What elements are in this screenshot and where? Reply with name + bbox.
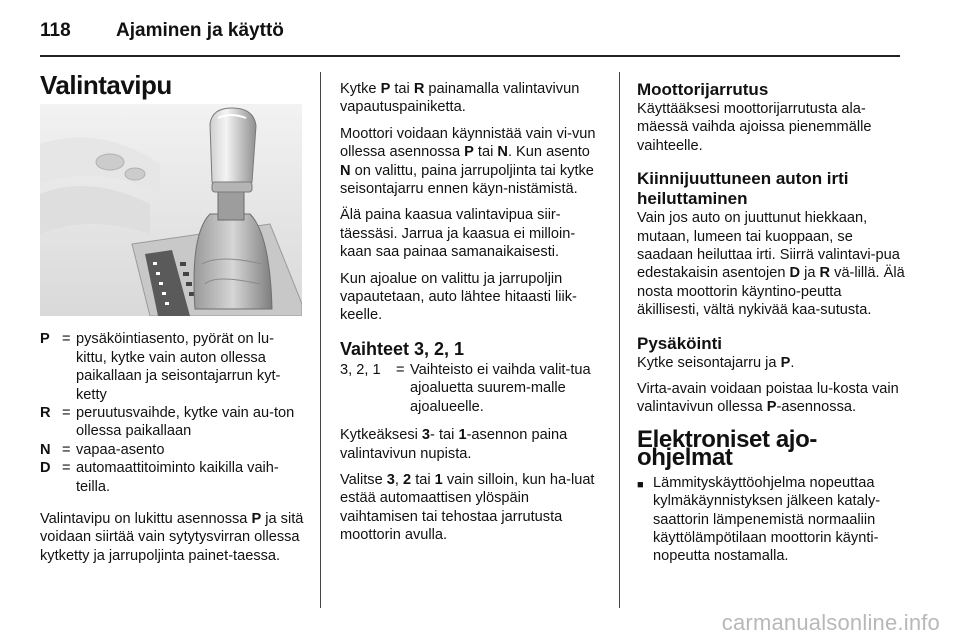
list-item <box>637 474 905 566</box>
column-3 <box>637 80 905 566</box>
text-run: ja sitä voidaan siirtää vain sytytysvirran ollessa kytketty ja jarrupoljinta painet-taessa. <box>40 511 304 564</box>
column-divider-2 <box>619 72 620 608</box>
text-run-bold: R <box>413 81 425 97</box>
text-run-bold: N <box>497 144 508 161</box>
text-run: Moottori voidaan käynnistää vain vi-vun ollessa asennossa <box>340 125 596 161</box>
def-sep: = <box>62 331 71 348</box>
column-1 <box>40 70 304 573</box>
text-run-bold: 1 <box>434 471 443 488</box>
text-run: . Kun asento <box>507 144 590 161</box>
definition-row-p <box>40 330 304 404</box>
def-text: vapaa-asento <box>76 441 165 458</box>
text-run: tai <box>411 471 435 488</box>
text-run: tai <box>473 144 498 161</box>
text-run-bold: P <box>766 399 777 416</box>
text-run-bold: 3 <box>386 471 395 488</box>
section-heading-gears-321: Vaihteet 3, 2, 1 <box>340 338 465 359</box>
text-run: Valitse <box>340 471 387 488</box>
text-run-bold: R <box>819 265 831 282</box>
text-run: painamalla valintavivun vapautuspainiketta. <box>340 81 580 116</box>
chapter-title: Ajaminen ja käyttö <box>116 20 284 41</box>
bullet-square-icon: ■ <box>637 478 644 491</box>
paragraph-engine-braking: Käyttääksesi moottorijarrutusta ala-mäessä vaihda ajoissa pienemmälle vaihteelle. <box>637 101 872 154</box>
def-key: D <box>40 460 51 477</box>
paragraph-select-3-1 <box>340 426 604 463</box>
def-sep: = <box>396 361 405 378</box>
paragraph-key-removal <box>637 380 905 417</box>
text-run-bold: D <box>789 265 801 282</box>
text-run: Vain jos auto on juuttunut hiekkaan, mutaan, lumeen tai kuoppaan, se saadaan heiluttaa irti. Siirrä valintavi-pua edestakaisin asentojen <box>637 210 900 282</box>
def-sep: = <box>62 441 71 458</box>
def-key: R <box>40 405 51 422</box>
def-text: automaattitoiminto kaikilla vaih-teilla. <box>76 460 279 495</box>
section-heading-engine-braking: Moottorijarrutus <box>637 80 769 99</box>
text-run-bold: P <box>464 144 474 161</box>
text-run: , <box>394 471 404 488</box>
paragraph-no-throttle: Älä paina kaasua valintavipua siir-täessäsi. Jarrua ja kaasua ei milloin-kaan saa painaa samanaikaisesti. <box>340 207 576 261</box>
text-run: -asennon paina valintavivun nupista. <box>340 427 568 462</box>
def-key: P <box>40 331 50 348</box>
text-run-bold: P <box>380 81 391 97</box>
def-text: peruutusvaihde, kytke vain au-ton ollessa paikallaan <box>76 405 295 440</box>
text-run: tai <box>390 81 414 97</box>
column-2 <box>340 80 604 553</box>
paragraph-select-when <box>340 471 604 545</box>
text-run: - tai <box>430 427 459 444</box>
section-heading-valintavipu: Valintavipu <box>40 70 172 100</box>
list-item-text: Lämmityskäyttöohjelma nopeuttaa kylmäkäynnistyksen jälkeen kataly-saattorin lämpenemistä normaaliin käyttölämpötilaan moottorin käynti-nopeutta nostamalla. <box>653 474 881 565</box>
text-run-bold: P <box>780 354 791 371</box>
definition-row-n <box>40 441 304 459</box>
text-run: Kytkeäksesi <box>340 427 422 444</box>
text-run-bold: P <box>251 511 262 528</box>
def-key: N <box>40 441 51 458</box>
header-rule <box>40 55 900 57</box>
text-run: . <box>790 354 795 371</box>
def-text: Vaihteisto ei vaihda valit-tua ajoaluetta suurem-malle ajoalueelle. <box>410 361 591 415</box>
paragraph-parking <box>637 354 905 372</box>
bullet-list <box>637 474 905 566</box>
text-run: vain silloin, kun ha-luat estää automaattisen ylöspäin vaihtamisen tai tehostaa jarrutusta moottorin avulla. <box>340 471 595 544</box>
def-sep: = <box>62 405 71 422</box>
definition-row-321 <box>340 361 604 416</box>
watermark: carmanualsonline.info <box>721 610 940 635</box>
text-run-bold: N <box>340 162 351 179</box>
text-run: vä-lillä. Älä nosta moottorin käyntino-peutta äkillisesti, vältä nykivää kaa-sutusta. <box>637 265 905 319</box>
paragraph-engine-start <box>340 125 604 199</box>
page-header <box>40 20 284 42</box>
section-heading-electronic-programs: Elektroniset ajo-ohjelmat <box>637 425 817 472</box>
gear-selector-lever-illustration <box>40 104 302 316</box>
paragraph-engage-p-r <box>340 80 604 117</box>
paragraph-lever-locked <box>40 510 304 565</box>
text-run-bold: 2 <box>403 471 412 488</box>
gears-definition <box>340 361 604 416</box>
text-run-bold: 1 <box>458 427 467 444</box>
paragraph-creep: Kun ajoalue on valittu ja jarrupoljin vapautetaan, auto lähtee hitaasti liik-keelle. <box>340 270 577 324</box>
def-sep: = <box>62 460 71 477</box>
column-divider-1 <box>320 72 321 608</box>
paragraph-rocking-free <box>637 209 905 319</box>
def-text: pysäköintiasento, pyörät on lu-kittu, kytke vain auton ollessa paikallaan ja seisontajarrun kyt-ketty <box>76 331 281 403</box>
page-number: 118 <box>40 20 71 41</box>
text-run-bold: 3 <box>421 427 431 444</box>
section-heading-rocking-free: Kiinnijuuttuneen auton irti heiluttaminen <box>637 169 849 209</box>
definition-row-r <box>40 404 304 441</box>
text-run: Virta-avain voidaan poistaa lu-kosta vain valintavivun ollessa <box>637 381 899 416</box>
text-run: on valittu, paina jarrupoljinta tai kytke seisontajarru ennen käyn-nistämistä. <box>340 162 594 198</box>
section-heading-parking: Pysäköinti <box>637 333 723 353</box>
def-key: 3, 2, 1 <box>340 361 381 378</box>
text-run: ja <box>800 265 820 282</box>
text-run: -asennossa. <box>776 399 857 416</box>
text-run: Valintavipu on lukittu asennossa <box>40 511 252 528</box>
gear-position-definitions <box>40 330 304 496</box>
definition-row-d <box>40 459 304 496</box>
text-run: Kytke seisontajarru ja <box>637 354 781 371</box>
text-run: Kytke <box>340 81 381 97</box>
